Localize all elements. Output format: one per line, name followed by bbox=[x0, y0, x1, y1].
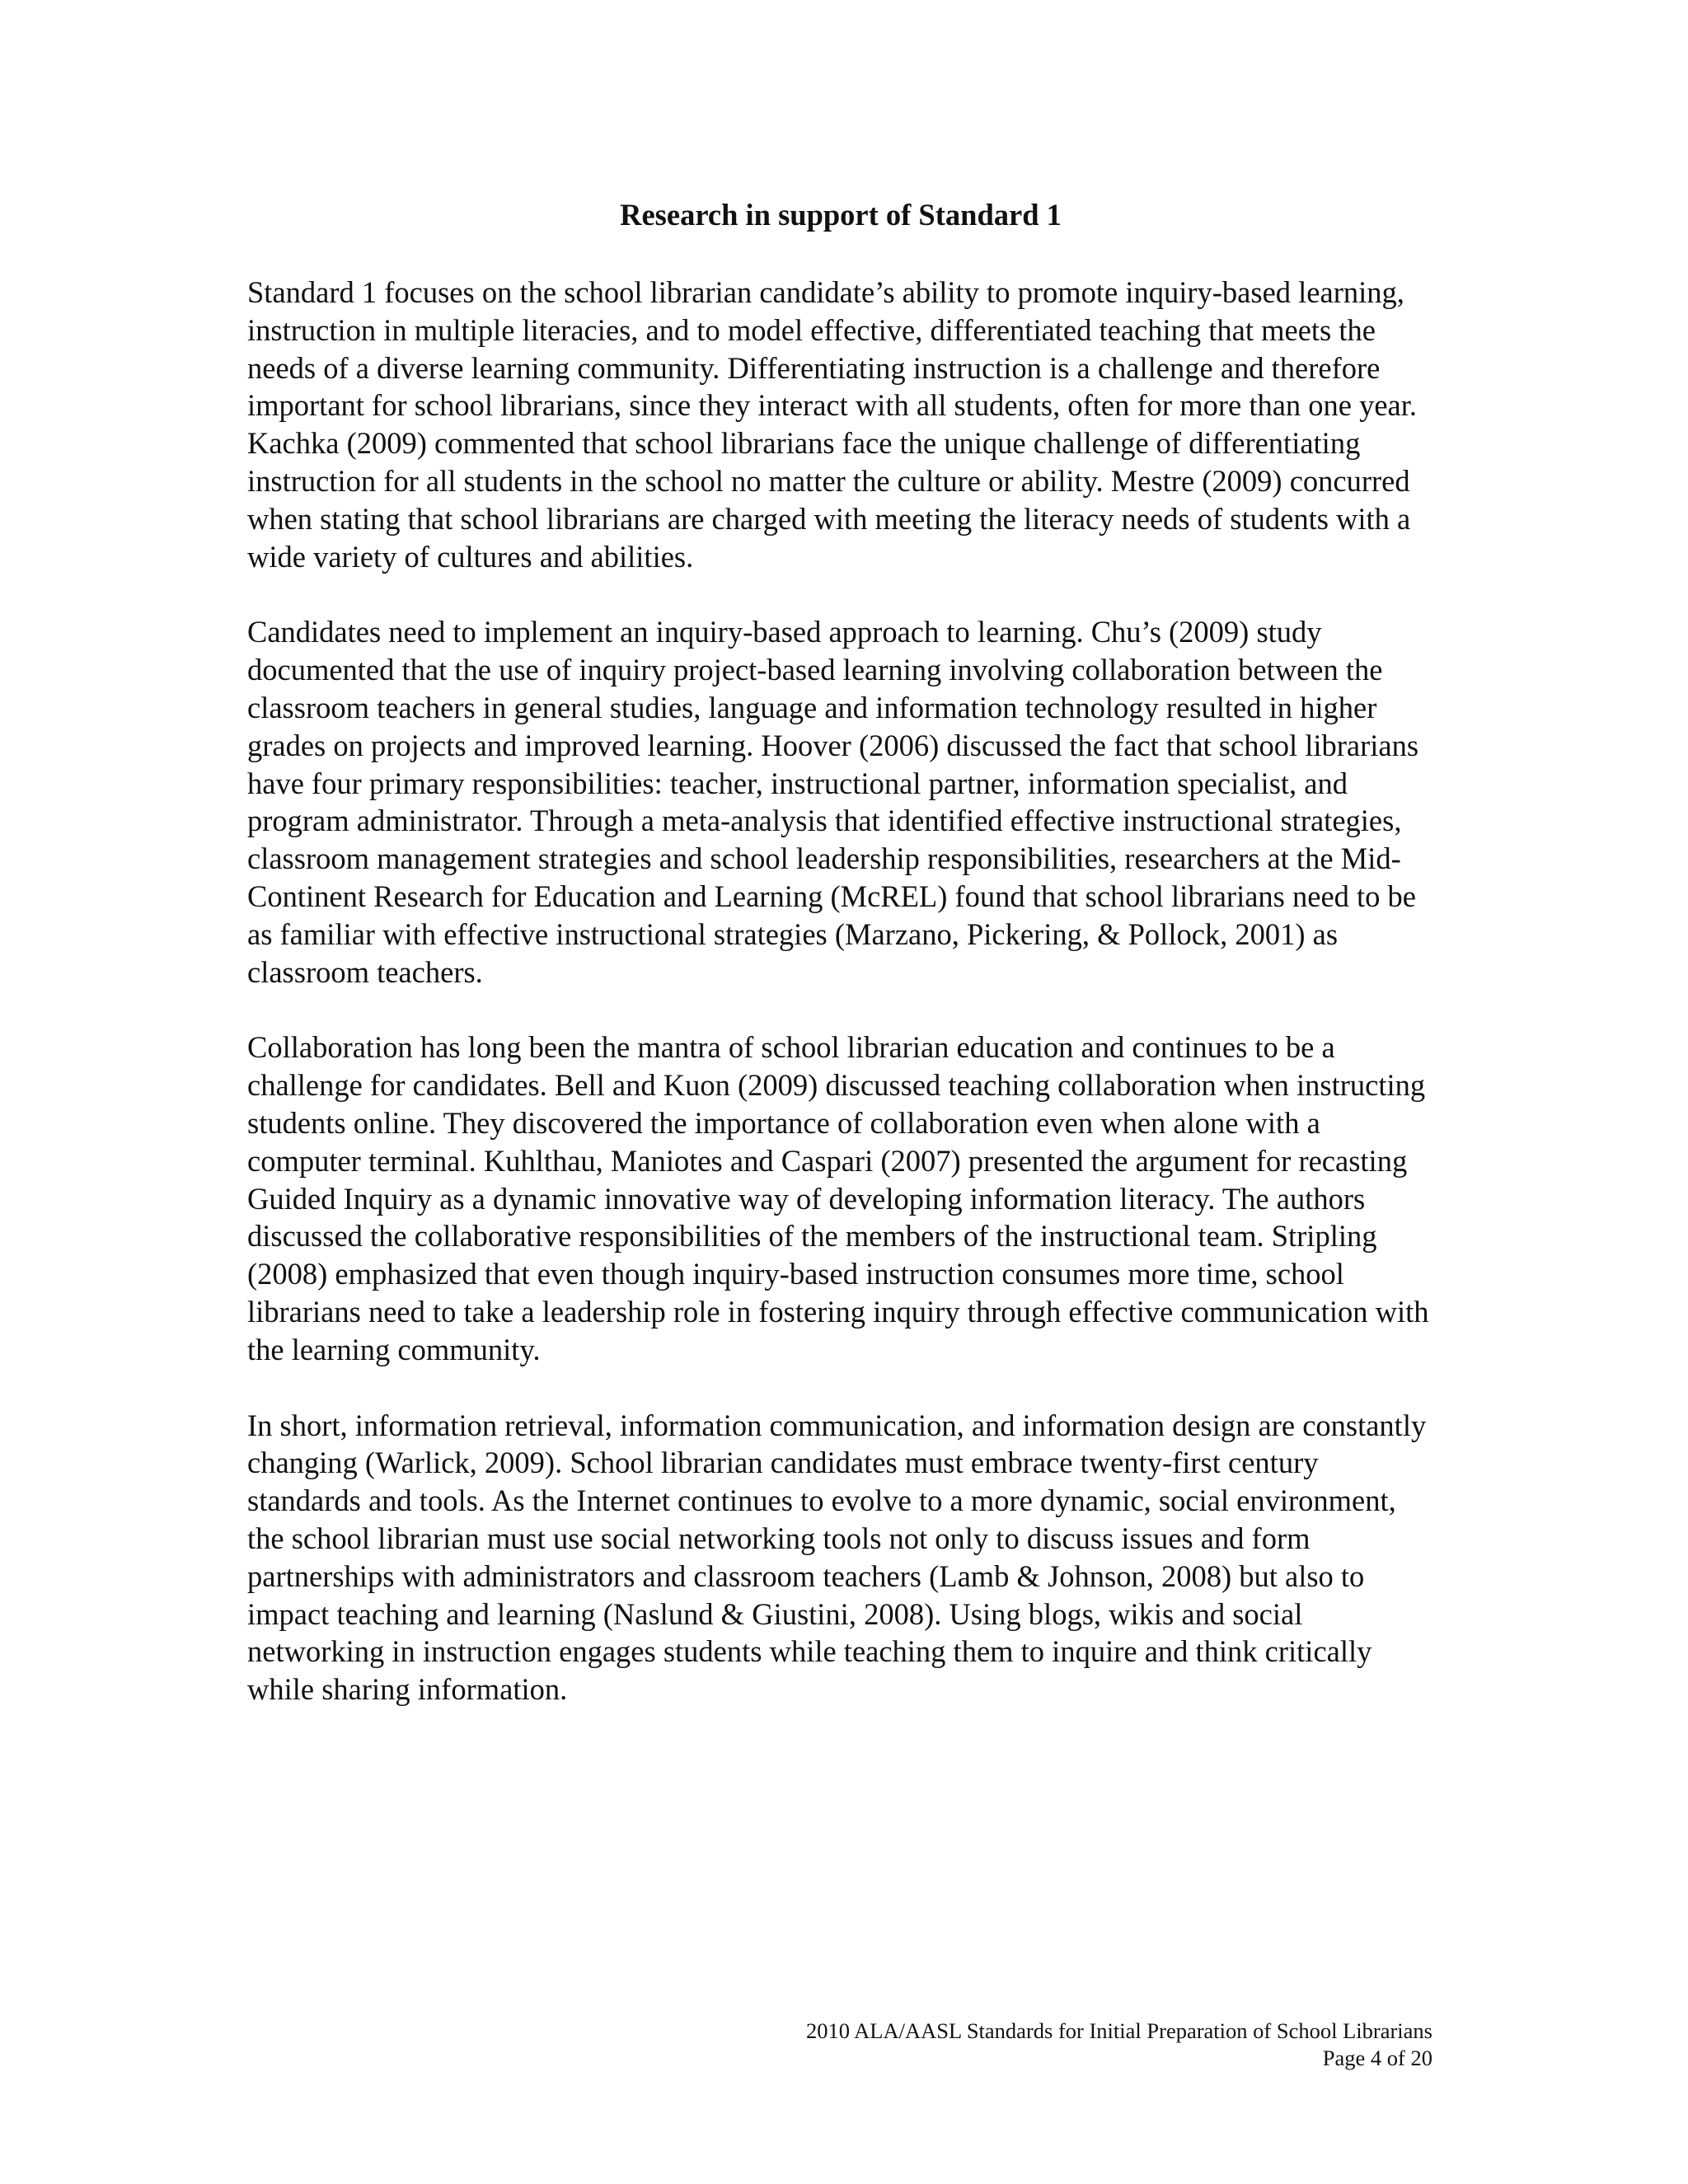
footer-page-number: Page 4 of 20 bbox=[1322, 2046, 1432, 2070]
paragraph-collaboration: Collaboration has long been the mantra of school librarian education and continues to be a challenge for candidates. Bell and Kuon (2009) discussed teaching collaboration when instructing students online. They discovered the importance of collaboration even when alone with a computer terminal. Kuhlthau, Maniotes and Caspari (2007) presented the argument for recasting Guided Inquiry as a dynamic innovative way of developing information literacy. The authors discussed the collaborative responsibilities of the members of the instructional team. Stripling (2008) emphasized that even though inquiry-based instruction consumes more time, school librarians need to take a leadership role in fostering inquiry through effective communication with the learning community. bbox=[247, 1030, 1429, 1366]
footer-document-title: 2010 ALA/AASL Standards for Initial Preparation of School Librarians bbox=[805, 2018, 1432, 2043]
page-footer bbox=[806, 2018, 1432, 2072]
paragraph-inquiry-based-approach: Candidates need to implement an inquiry-based approach to learning. Chu’s (2009) study documented that the use of inquiry project-based learning involving collaboration between the classroom teachers in general studies, language and information technology resulted in higher grades on projects and improved learning. Hoover (2006) discussed the fact that school librarians have four primary responsibilities: teacher, instructional partner, information specialist, and program administrator. Through a meta-analysis that identified effective instructional strategies, classroom management strategies and school leadership responsibilities, researchers at the Mid-Continent Research for Education and Learning (McREL) found that school librarians need to be as familiar with effective instructional strategies (Marzano, Pickering, & Pollock, 2001) as classroom teachers. bbox=[247, 615, 1419, 989]
document-body bbox=[247, 274, 1434, 1746]
paragraph-standard-1-focus: Standard 1 focuses on the school librarian candidate’s ability to promote inquiry-based learning, instruction in multiple literacies, and to model effective, differentiated teaching that meets the needs of a diverse learning community. Differentiating instruction is a challenge and therefore important for school librarians, since they interact with all students, often for more than one year. Kachka (2009) commented that school librarians face the unique challenge of differentiating instruction for all students in the school no matter the culture or ability. Mestre (2009) concurred when stating that school librarians are charged with meeting the literacy needs of students with a wide variety of cultures and abilities. bbox=[247, 275, 1418, 574]
section-title: Research in support of Standard 1 bbox=[620, 198, 1062, 232]
paragraph-information-retrieval: In short, information retrieval, information communication, and information design are constantly changing (Warlick, 2009). School librarian candidates must embrace twenty-first century standards and tools. As the Internet continues to evolve to a more dynamic, social environment, the school librarian must use social networking tools not only to discuss issues and form partnerships with administrators and classroom teachers (Lamb & Johnson, 2008) but also to impact teaching and learning (Naslund & Giustini, 2008). Using blogs, wikis and social networking in instruction engages students while teaching them to inquire and think critically while sharing information. bbox=[247, 1408, 1427, 1707]
